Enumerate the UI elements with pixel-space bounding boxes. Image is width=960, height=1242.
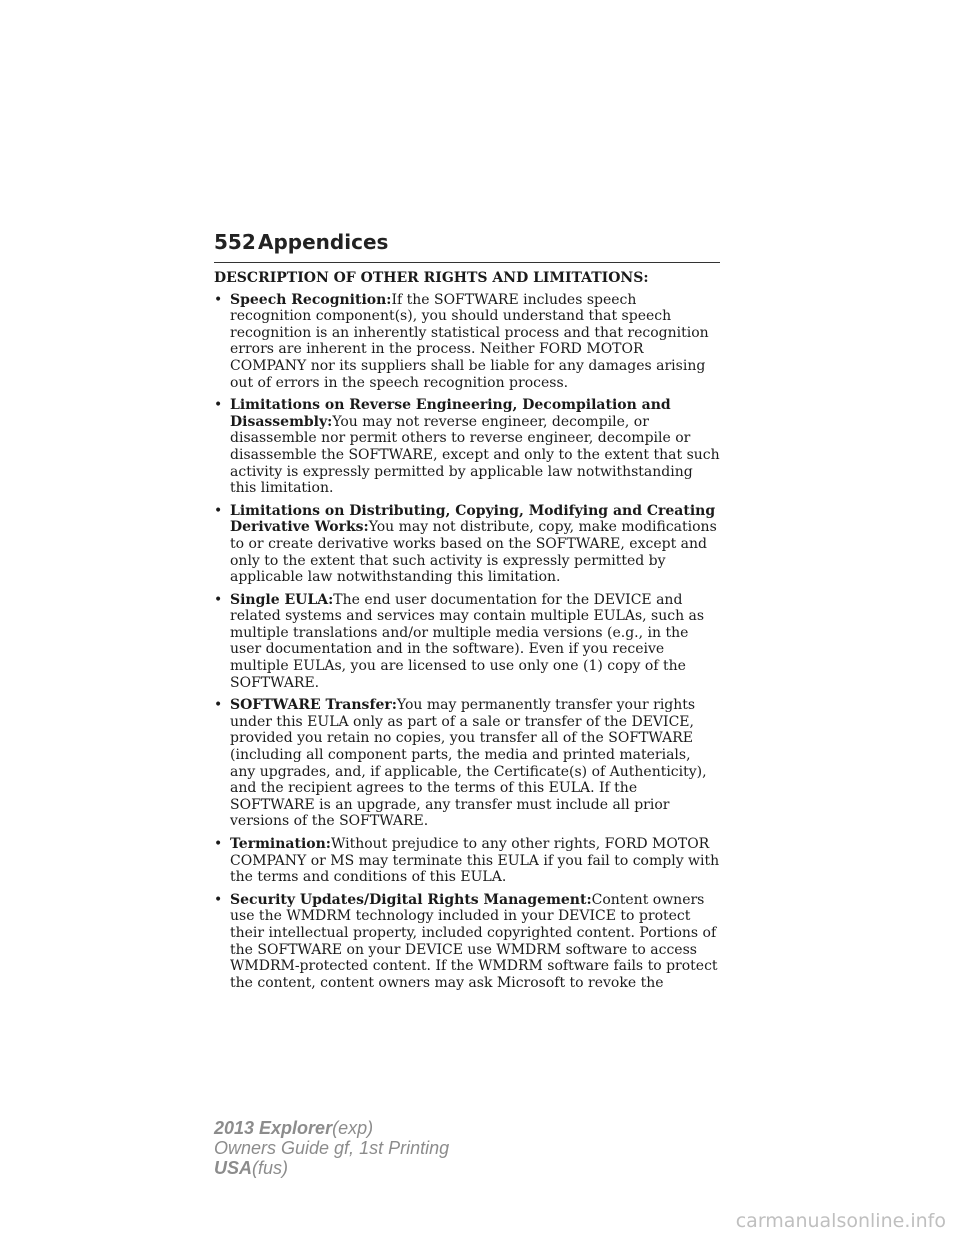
list-item-security-updates [214,892,720,992]
page-content [214,270,720,997]
bullet-icon: • [214,836,223,852]
intro-heading: DESCRIPTION OF OTHER RIGHTS AND LIMITATIONS: [214,270,649,286]
item-term: Limitations on Reverse Engineering, Decompilation and Disassembly: [230,397,671,430]
item-text: You may not distribute, copy, make modifications to or create derivative works based on the SOFTWARE, except and only to the extent that such activity is expressly permitted by applicable law notwithstanding this limitation. [230,519,717,586]
list-item-single-eula [214,592,720,692]
list-item-reverse-engineering [214,397,720,497]
item-text: If the SOFTWARE includes speech recognition component(s), you should understand that speech recognition is an inherently statistical process and that recognition errors are inherent in the process. Neither FORD MOTOR COMPANY nor its suppliers shall be liable for any damages arising out of errors in the speech recognition process. [230,291,709,391]
footer-model-code: (exp) [332,1118,374,1138]
bullet-icon: • [214,697,223,714]
site-watermark: carmanualsonline.info [735,1210,946,1232]
item-text: You may permanently transfer your rights under this EULA only as part of a sale or transfer of the DEVICE, provided you retain no copies, you transfer all of the SOFTWARE (including all component parts, the media and printed materials, any upgrades, and, if applicable, the Certificate(s) of Authenticity), and the recipient agrees to the terms of this EULA. If the SOFTWARE is an upgrade, any transfer must include all prior versions of the SOFTWARE. [230,697,707,830]
item-term: Termination: [230,836,331,852]
rights-list [214,292,720,992]
print-footer [214,1118,449,1178]
item-term: Single EULA: [230,591,334,608]
bullet-icon: • [214,291,223,308]
page-number: 552 [214,230,256,254]
list-item-speech-recognition [214,292,720,392]
item-text: The end user documentation for the DEVICE and related systems and services may contain multiple EULAs, such as multiple translations and/or multiple media versions (e.g., in the user documentation and in the software). Even if you receive multiple EULAs, you are licensed to use only one (1) copy of the SOFTWARE. [230,591,705,691]
footer-line-model [214,1118,449,1138]
list-item-software-transfer [214,697,720,830]
item-term: Limitations on Distributing, Copying, Modifying and Creating Derivative Works: [230,502,716,536]
item-text: Without prejudice to any other rights, FORD MOTOR COMPANY or MS may terminate this EULA if you fail to comply with the terms and conditions of this EULA. [230,836,720,886]
bullet-icon: • [214,591,223,608]
item-text: You may not reverse engineer, decompile, or disassemble nor permit others to reverse engineer, decompile or disassemble the SOFTWARE, except and only to the extent that such activity is expressly permitted by applicable law notwithstanding this limitation. [230,413,720,497]
page-header [214,228,720,263]
item-text: Content owners use the WMDRM technology included in your DEVICE to protect their intellectual property, included copyrighted content. Portions of the SOFTWARE on your DEVICE use WMDRM software to access WMDRM-protected content. If the WMDRM software fails to protect the content, content owners may ask Microsoft to revoke the [230,891,718,991]
footer-line-market [214,1158,449,1178]
bullet-icon: • [214,502,223,519]
footer-model: 2013 Explorer [214,1118,333,1138]
item-term: SOFTWARE Transfer: [230,697,397,714]
footer-market-code: (fus) [252,1158,289,1178]
bullet-icon: • [214,397,223,414]
section-title: Appendices [258,230,389,254]
footer-market: USA [214,1158,253,1178]
footer-line-guide: Owners Guide gf, 1st Printing [214,1138,450,1158]
item-term: Security Updates/Digital Rights Management: [230,891,592,908]
list-item-distributing [214,503,720,586]
item-term: Speech Recognition: [230,291,392,308]
bullet-icon: • [214,891,223,908]
list-item-termination [214,836,720,886]
